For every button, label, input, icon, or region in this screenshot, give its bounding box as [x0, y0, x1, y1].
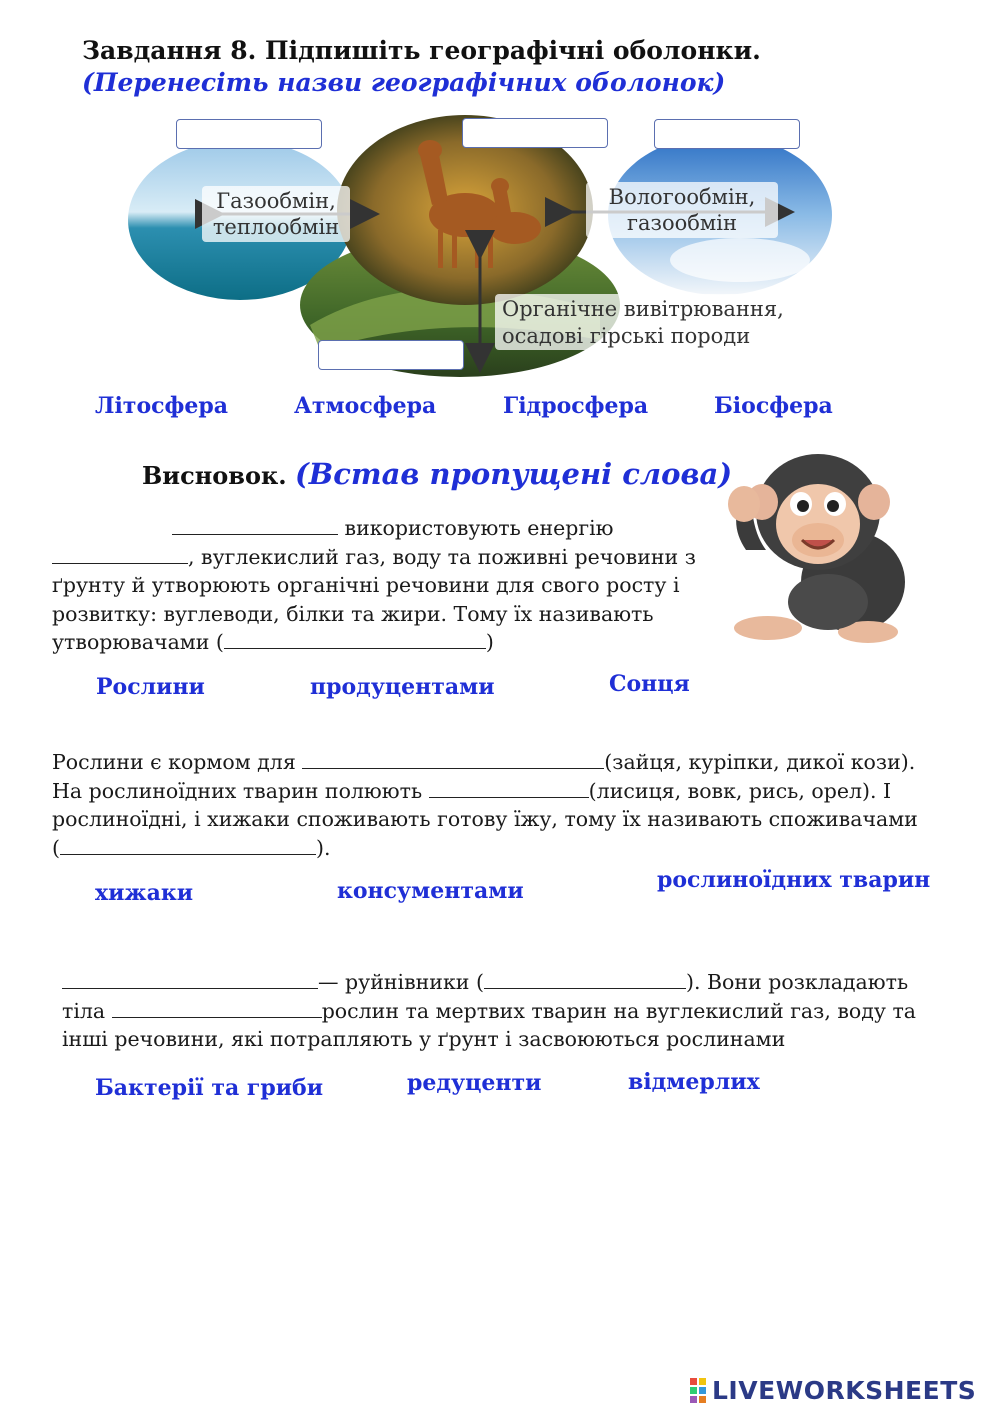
option-atmosphere[interactable]: Атмосфера: [294, 393, 437, 419]
blank-1-2[interactable]: [52, 543, 188, 564]
label-sedimentary: осадові гірські породи: [502, 324, 751, 348]
blank-3-2[interactable]: [484, 968, 686, 989]
blank-1-3[interactable]: [224, 628, 486, 649]
p3-line3: інші речовини, які потрапляють у ґрунт і засвоюються рослинами: [62, 1027, 786, 1051]
blank-2-3[interactable]: [60, 834, 316, 855]
blank-3-3[interactable]: [112, 997, 322, 1018]
conclusion-title: [142, 457, 732, 491]
paragraph-producers: [52, 514, 712, 657]
p1-line5-start: утворювачами (: [52, 630, 224, 654]
p2-line4-end: ).: [316, 835, 331, 860]
blank-3-1[interactable]: [62, 968, 318, 989]
blank-2-2[interactable]: [429, 777, 589, 798]
option-decomposers[interactable]: редуценти: [407, 1070, 542, 1096]
p1-line1: використовують енергію: [344, 516, 614, 540]
option-predators[interactable]: хижаки: [95, 880, 194, 906]
p1-line5-end: ): [485, 630, 494, 654]
option-biosphere[interactable]: Біосфера: [714, 393, 833, 419]
p1-line3: ґрунту й утворюють органічні речовини для свого росту і: [52, 573, 680, 597]
option-herbivores[interactable]: рослиноїдних тварин: [657, 867, 931, 893]
p2-line2-start: На рослиноїдних тварин полюють: [52, 778, 423, 803]
drop-box-lithosphere[interactable]: [318, 340, 464, 370]
monkey-icon: [728, 454, 905, 643]
p2-line1-end: (зайця, куріпки, дикої кози).: [604, 750, 916, 774]
geosphere-diagram: [120, 110, 840, 382]
option-consumers[interactable]: консументами: [337, 878, 524, 904]
p1-line4: розвитку: вуглеводи, білки та жири. Тому їх називають: [52, 601, 654, 626]
drop-box-biosphere[interactable]: [462, 118, 608, 148]
paragraph-consumers: [52, 748, 952, 862]
label-gas-exchange-2: газообмін: [627, 211, 737, 235]
label-gas-exchange: Газообмін,: [216, 189, 336, 213]
p3-line2-start: тіла: [62, 998, 106, 1023]
p2-line2-end: (лисиця, вовк, рись, орел). І: [588, 778, 892, 803]
blank-2-1[interactable]: [302, 748, 604, 769]
monkey-illustration: [718, 432, 910, 646]
p1-line2: , вуглекислий газ, воду та поживні речовини з: [188, 544, 696, 569]
option-sun[interactable]: Сонця: [609, 671, 690, 697]
paragraph-decomposers: [62, 968, 942, 1054]
option-dead[interactable]: відмерлих: [628, 1069, 760, 1095]
option-producers[interactable]: продуцентами: [310, 674, 495, 700]
label-heat-exchange: теплообмін: [212, 215, 340, 239]
p3-line1-mid: — руйнівники (: [318, 970, 484, 994]
option-bacteria-fungi[interactable]: Бактерії та гриби: [95, 1075, 324, 1101]
p3-line2-end: рослин та мертвих тварин на вуглекислий газ, воду та: [321, 998, 917, 1023]
option-lithosphere[interactable]: Літосфера: [95, 393, 228, 419]
p2-line4-start: (: [52, 835, 60, 860]
p2-line3: рослиноїдні, і хижаки споживають готову їжу, тому їх називають споживачами: [52, 807, 918, 831]
blank-1-1[interactable]: [172, 514, 338, 535]
liveworksheets-logo: [690, 1376, 990, 1406]
conclusion-label: Висновок.: [142, 461, 287, 490]
task-instruction: (Перенесіть назви географічних оболонок): [82, 68, 726, 97]
p3-line1-end: ). Вони розкладають: [685, 970, 909, 994]
label-moisture-exchange: Вологообмін,: [608, 185, 756, 209]
logo-text: LIVEWORKSHEETS: [712, 1376, 977, 1405]
option-hydrosphere[interactable]: Гідросфера: [503, 393, 649, 419]
task-title: Завдання 8. Підпишіть географічні оболонки.: [82, 36, 761, 65]
p2-line1-start: Рослини є кормом для: [52, 750, 296, 774]
diagram-illustration: [120, 110, 840, 382]
label-weathering: Органічне вивітрювання,: [502, 297, 784, 321]
drop-box-hydrosphere[interactable]: [176, 119, 322, 149]
conclusion-instruction: (Встав пропущені слова): [295, 457, 733, 491]
option-plants[interactable]: Рослини: [96, 674, 205, 700]
drop-box-atmosphere[interactable]: [654, 119, 800, 149]
